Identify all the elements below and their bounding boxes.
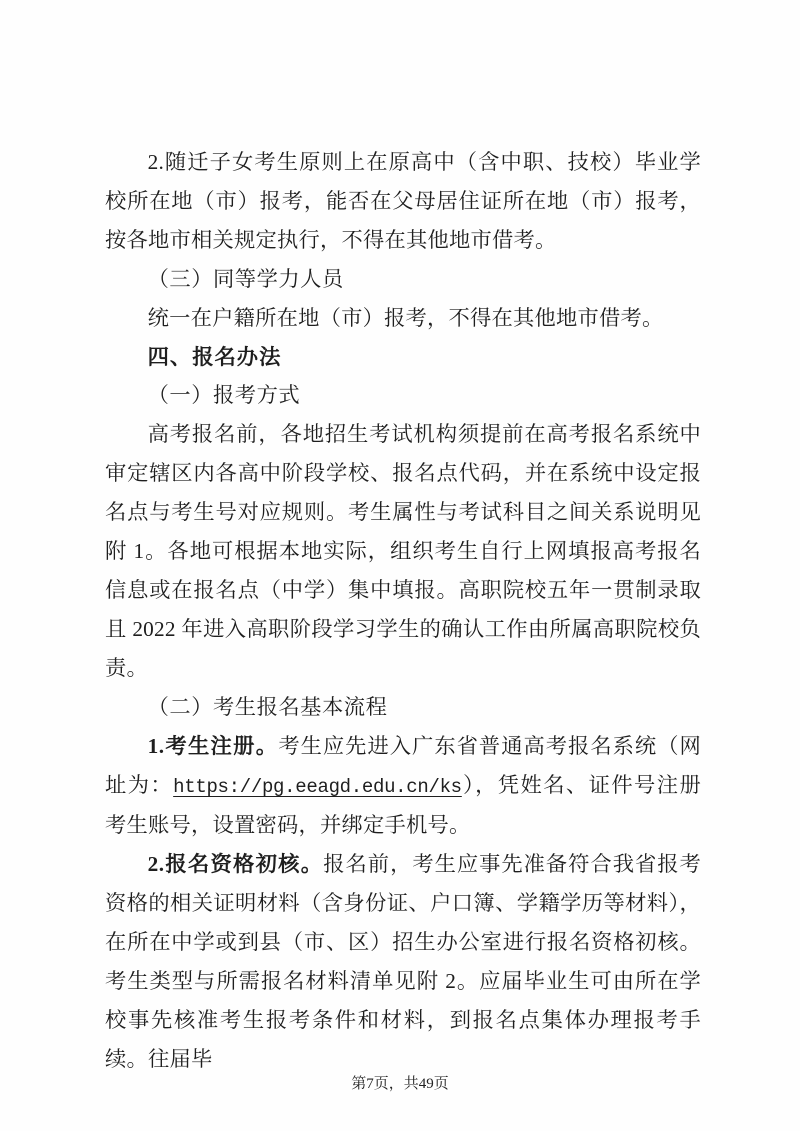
paragraph-household-registration: 统一在户籍所在地（市）报考，不得在其他地市借考。	[147, 305, 664, 330]
step2-bold-label: 2.报名资格初核。	[147, 852, 324, 877]
step1-bold-label: 1.考生注册。	[147, 733, 279, 758]
heading-application-mode: （一）报考方式	[147, 383, 301, 408]
heading-basic-procedure: （二）考生报名基本流程	[147, 694, 388, 719]
heading-section-four-registration-method: 四、报名办法	[147, 344, 282, 369]
step2-text: 报名前，考生应事先准备符合我省报考资格的相关证明材料（含身份证、户口簿、学籍学历等材料），在所在中学或到县（市、区）招生办公室进行报名资格初核。考生类型与所需报名材料清单见附 2。应届毕业生可由所在学校事先核准考生报考条件和材料，到报名点集体办理报考手续。往届毕	[105, 852, 701, 1071]
step1-text-after-url: ），凭姓名、证件号注册考生账号，设置密码，并绑定手机号。	[105, 772, 701, 838]
page-number-footer: 第7页，共49页	[351, 1076, 449, 1092]
registration-system-url-link[interactable]: https://pg.eeagd.edu.cn/ks	[173, 775, 462, 798]
paragraph-migrant-children: 2.随迁子女考生原则上在原高中（含中职、技校）毕业学校所在地（市）报考，能否在父母居住证所在地（市）报考，按各地市相关规定执行，不得在其他地市借考。	[105, 150, 701, 252]
paragraph-pre-registration: 高考报名前，各地招生考试机构须提前在高考报名系统中审定辖区内各高中阶段学校、报名点代码，并在系统中设定报名点与考生号对应规则。考生属性与考试科目之间关系说明见附 1。各地可根据本地实际，组织考生自行上网填报高考报名信息或在报名点（中学）集中填报。高职院校五年一贯制录取且 2022 年进入高职阶段学习学生的确认工作由所属高职院校负责。	[105, 422, 701, 680]
heading-equivalent-education: （三）同等学力人员	[147, 266, 344, 291]
paragraph-step1-candidate-registration	[105, 727, 701, 846]
paragraph-step2-qualification-check	[105, 845, 701, 1078]
document-content	[105, 143, 701, 1079]
step1-text-before-url: 考生应先进入广东省普通高考报名系统（网址为：	[105, 733, 701, 797]
